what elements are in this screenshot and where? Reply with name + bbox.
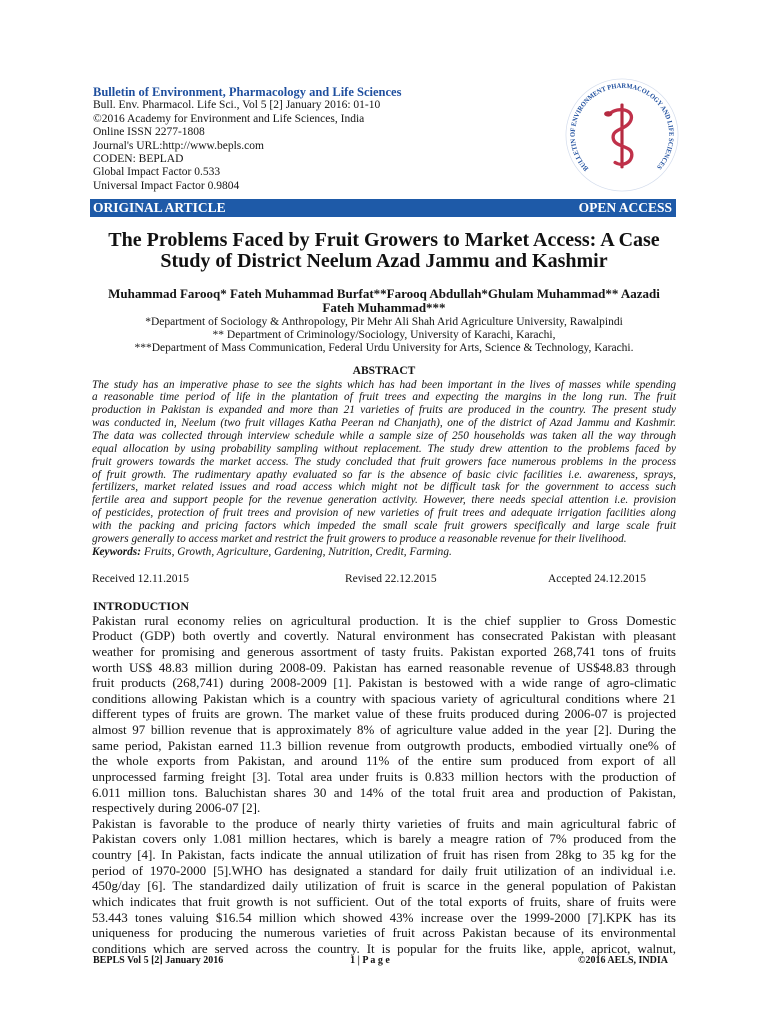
abstract-paragraph <box>92 379 676 546</box>
journal-copyright: ©2016 Academy for Environment and Life Sciences, India <box>93 112 365 125</box>
abstract-line: a reasonable time period of life in the plantation of fruit trees and expecting the margins in the long run. The fruit <box>92 391 676 404</box>
footer-citation: BEPLS Vol 5 [2] January 2016 <box>93 955 224 966</box>
affiliation-line: ***Department of Mass Communication, Federal Urdu University for Arts, Science & Technology, Karachi. <box>134 342 634 355</box>
body-line: weather for promising and generous assortment of tasty fruits. Pakistan exported 268,741 tons of fruits <box>92 643 676 659</box>
author-line: Muhammad Farooq* Fateh Muhammad Burfat**Farooq Abdullah*Ghulam Muhammad** Aazadi <box>108 286 660 301</box>
body-line: the whole exports from Pakistan, and around 11% of the entire sum produced from export of all <box>92 753 676 769</box>
intro-paragraph <box>92 816 676 957</box>
abstract-line: fertilizers, market related issues and road access which might not be difficult task for the government to access such <box>92 481 676 494</box>
introduction-heading: INTRODUCTION <box>93 599 190 613</box>
logo-staff <box>620 104 623 169</box>
abstract-line: of pesticides, protection of fruit trees and provision of new varieties of fruit trees and adequate irrigation facilities along <box>92 507 676 520</box>
body-line: same period, Pakistan earned 11.3 billion revenue from outgrowth products, embodied virtually one% of <box>92 737 676 753</box>
submission-dates <box>92 572 676 586</box>
received-date: Received 12.11.2015 <box>92 573 189 585</box>
body-line: period of 1970-2000 [5].WHO has designated a standard for daily fruit utilization of an individual i.e. <box>92 862 676 878</box>
title-line: The Problems Faced by Fruit Growers to Market Access: A Case <box>108 229 660 251</box>
journal-logo <box>563 76 681 194</box>
abstract-line: The study has an imperative phase to see the sights which has had been important in the lives of masses while spending <box>92 378 676 391</box>
abstract-line: with the packing and pricing factors which impeded the small scale fruit growers specifically and large scale fruit <box>92 519 676 532</box>
title-line: Study of District Neelum Azad Jammu and Kashmir <box>160 250 608 272</box>
body-line: 53.443 tones valuing $16.54 million which showed 43% increase over the 1999-2000 [7].KPK has its <box>92 909 676 925</box>
journal-name: Bulletin of Environment, Pharmacology and Life Sciences <box>93 85 402 99</box>
body-line: almost 97 billion revenue that is approximately 8% of agriculture value added in the year [2]. During the <box>92 722 676 738</box>
article-type-label: ORIGINAL ARTICLE <box>93 200 226 215</box>
body-line: conditions allowing Pakistan which is a country with spacious variety of agricultural conditions where 21 <box>92 690 676 706</box>
paper-title <box>92 230 676 272</box>
body-line: worth US$ 48.83 million during 2008-09. Pakistan has earned reasonable revenue of US$48.83 through <box>92 659 676 675</box>
logo-ring-text: BULLETIN OF ENVIRONMENT PHARMACOLOGY AND LIFE SCIENCES <box>569 82 675 172</box>
journal-url: Journal's URL:http://www.bepls.com <box>93 139 264 152</box>
intro-paragraph <box>92 613 676 816</box>
body-line: Pakistan rural economy relies on agricultural production. It is the chief supplier to Gross Domestic <box>92 612 676 628</box>
body-line: uniqueness for producing the numerous varieties of fruit across Pakistan because of its environmental <box>92 925 676 941</box>
open-access-label: OPEN ACCESS <box>578 200 672 215</box>
body-line: respectively during 2006-07 [2]. <box>92 800 261 816</box>
abstract-line: equal allocation by using probability sampling without replacement. The study drew attention to the problems faced by <box>92 442 676 455</box>
keywords-list: Fruits, Growth, Agriculture, Gardening, Nutrition, Credit, Farming. <box>143 545 452 558</box>
introduction-body <box>92 613 676 957</box>
abstract-line: growers generally to access market and restrict the fruit growers to produce a reasonable revenue for their livelihood. <box>92 532 627 545</box>
body-line: which indicates that fruit growth is not sufficient. Out of the total exports of fruits, share of fruits were <box>92 893 676 909</box>
body-line: country [4]. In Pakistan, facts indicate the annual utilization of fruit has risen from 28kg to 35 kg for the <box>92 847 676 863</box>
page-footer <box>93 954 668 968</box>
universal-impact-factor: Universal Impact Factor 0.9804 <box>93 179 240 192</box>
footer-copyright: ©2016 AELS, INDIA <box>578 955 668 966</box>
affiliation-line: *Department of Sociology & Anthropology, Pir Mehr Ali Shah Arid Agriculture University, Rawalpindi <box>145 315 623 328</box>
abstract-line: of fruit growth. The rudimentary apathy evaluated so far is the absence of basic civic facilities i.e. awareness, sprays, <box>92 468 676 481</box>
author-line: Fateh Muhammad*** <box>322 300 446 315</box>
abstract-line: The data was collected through interview schedule while a sample size of 250 households was taken all the way through <box>92 429 676 442</box>
journal-header <box>93 86 553 193</box>
journal-coden: CODEN: BEPLAD <box>93 153 184 166</box>
abstract-line: fruit growers towards the market access. The study concluded that fruit growers face numerous problems in the process <box>92 455 676 468</box>
abstract-heading: ABSTRACT <box>352 365 416 377</box>
body-line: Pakistan is favorable to the produce of nearly thirty varieties of fruits and main agricultural fabric of <box>92 815 676 831</box>
journal-citation: Bull. Env. Pharmacol. Life Sci., Vol 5 [2] January 2016: 01-10 <box>93 99 381 112</box>
body-line: conditions which are served across the country. It is popular for the fruits like, apple, apricot, walnut, <box>92 940 676 956</box>
keywords-line <box>92 546 676 559</box>
article-type-banner <box>90 199 676 217</box>
body-line: 450g/day [6]. The standardized daily utilization of fruit is scarce in the general population of Pakistan <box>92 878 676 894</box>
body-line: Pakistan covers only 1.081 million hectares, which is barely a meagre ration of 7% produced from the <box>92 831 676 847</box>
body-line: 6.011 million tons. Baluchistan shares 30 and 14% of the total fruit area and production of Pakistan, <box>92 784 676 800</box>
abstract-line: fertile area and support people for the revenue generation activity. However, there needs special attention i.e. provision <box>92 494 676 507</box>
body-line: Product (GDP) both overtly and covertly. Natural environment has consecrated Pakistan with pleasant <box>92 628 676 644</box>
author-list <box>92 287 676 315</box>
global-impact-factor: Global Impact Factor 0.533 <box>93 166 221 179</box>
keywords-label: Keywords: <box>92 545 141 558</box>
affiliations <box>92 316 676 356</box>
accepted-date: Accepted 24.12.2015 <box>548 573 647 585</box>
abstract-line: production in Pakistan is expanded and more than 21 varieties of fruits are produced in the country. The present study <box>92 404 676 417</box>
abstract-line: was conducted in, Neelum (two fruit villages Katha Peeran nd Chanjath), one of the district of Azad Jammu and Kashmir. <box>92 417 676 430</box>
journal-issn: Online ISSN 2277-1808 <box>93 126 205 139</box>
body-line: different types of fruits are grown. The market value of these fruits produced during 2006-07 is projected <box>92 706 676 722</box>
affiliation-line: ** Department of Criminology/Sociology, University of Karachi, Karachi, <box>212 328 556 341</box>
logo-snake-head <box>604 111 612 117</box>
revised-date: Revised 22.12.2015 <box>345 573 437 585</box>
page-number: 1 | P a g e <box>350 955 390 966</box>
body-line: unprocessed farming freight [3]. Total area under fruits is 0.833 million hectors with the production of <box>92 768 676 784</box>
body-line: fruit products (268,741) during 2008-2009 [1]. Pakistan is bestowed with a wide range of agro-climatic <box>92 675 676 691</box>
abstract <box>92 379 676 559</box>
